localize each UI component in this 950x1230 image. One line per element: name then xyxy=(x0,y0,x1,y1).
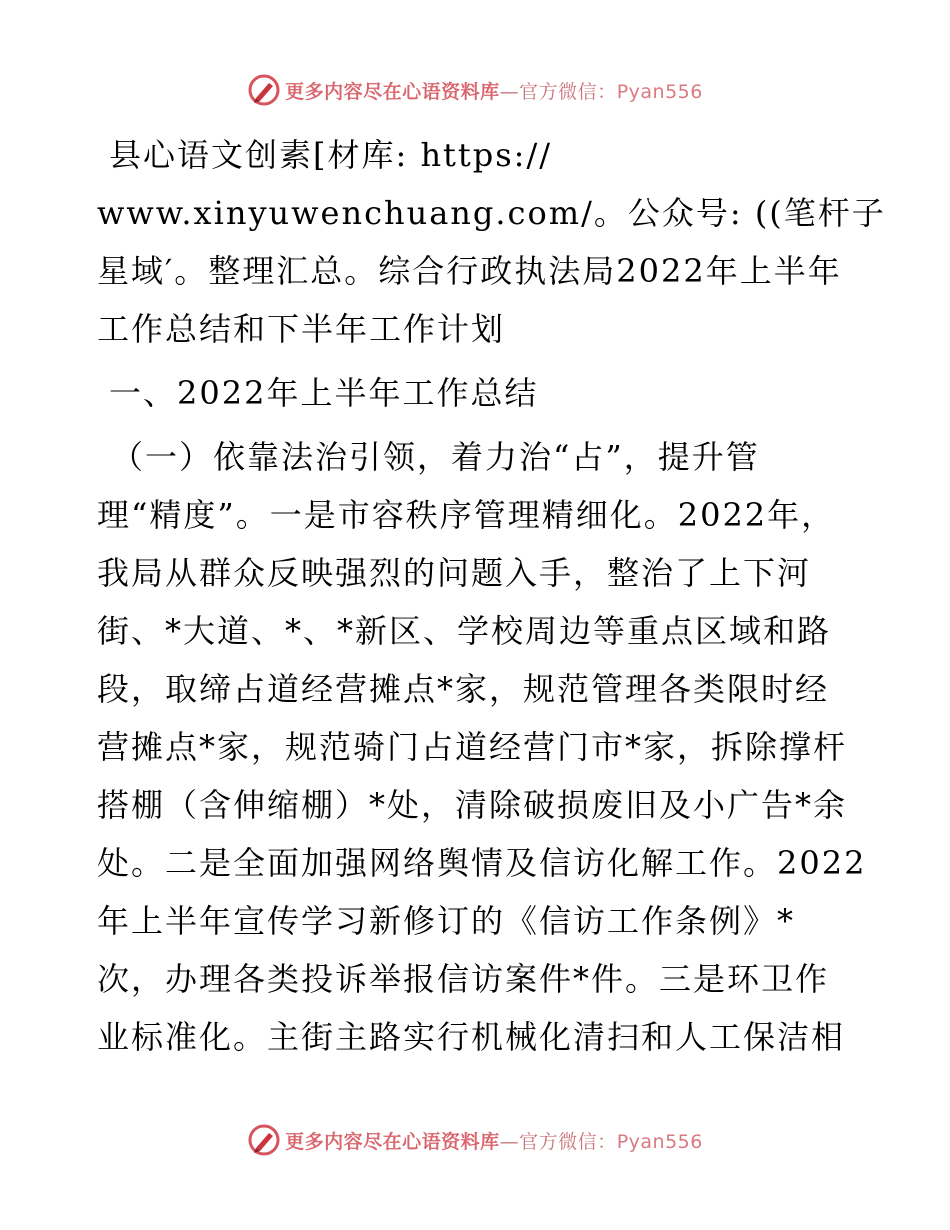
body-paragraph xyxy=(97,428,867,1066)
watermark-header xyxy=(0,70,950,110)
document-body xyxy=(97,126,886,1066)
watermark-dash: — xyxy=(499,1130,520,1153)
text-line: 次，办理各类投诉举报信访案件*件。三是环卫作 xyxy=(97,960,830,998)
text-line: www.xinyuwenchuang.com/。公众号: ((笔杆子 xyxy=(97,194,886,232)
text-line: 处。二是全面加强网络舆情及信访化解工作。2022 xyxy=(97,844,867,882)
text-line: 搭棚（含伸缩棚）*处，清除破损废旧及小广告*余 xyxy=(97,786,848,824)
text-line: 街、*大道、*、*新区、学校周边等重点区域和路 xyxy=(97,612,832,650)
watermark-text xyxy=(285,77,703,104)
text-line: 理“精度”。一是市容秩序管理精细化。2022年， xyxy=(97,496,836,534)
watermark-wechat-label: 官方微信： xyxy=(519,80,617,103)
watermark-wechat-id: Pyan556 xyxy=(616,80,703,103)
text-line: 星域′。整理汇总。综合行政执法局2022年上半年 xyxy=(97,252,842,290)
text-line: 县心语文创素[材库: https:// xyxy=(109,136,553,174)
pen-logo-icon xyxy=(247,1123,281,1157)
text-line: （一）依靠法治引领，着力治“占”，提升管 xyxy=(111,438,760,476)
text-line: 年上半年宣传学习新修订的《信访工作条例》* xyxy=(97,902,796,940)
text-line: 营摊点*家，规范骑门占道经营门市*家，拆除撑杆 xyxy=(97,728,848,766)
text-line: 工作总结和下半年工作计划 xyxy=(97,310,506,348)
text-line: 业标准化。主街主路实行机械化清扫和人工保洁相 xyxy=(97,1018,846,1056)
watermark-dash: — xyxy=(499,80,520,103)
pen-logo-icon xyxy=(247,73,281,107)
watermark-site-text: 更多内容尽在心语资料库 xyxy=(285,80,500,103)
title-paragraph xyxy=(97,126,886,358)
section-heading xyxy=(97,364,857,422)
heading-line: 一、2022年上半年工作总结 xyxy=(109,374,539,412)
watermark-wechat-label: 官方微信： xyxy=(519,1130,617,1153)
watermark-text xyxy=(285,1127,703,1154)
text-line: 我局从群众反映强烈的问题入手，整治了上下河 xyxy=(97,554,812,592)
watermark-site-text: 更多内容尽在心语资料库 xyxy=(285,1130,500,1153)
text-line: 段，取缔占道经营摊点*家，规范管理各类限时经 xyxy=(97,670,830,708)
watermark-wechat-id: Pyan556 xyxy=(616,1130,703,1153)
watermark-footer xyxy=(0,1120,950,1160)
